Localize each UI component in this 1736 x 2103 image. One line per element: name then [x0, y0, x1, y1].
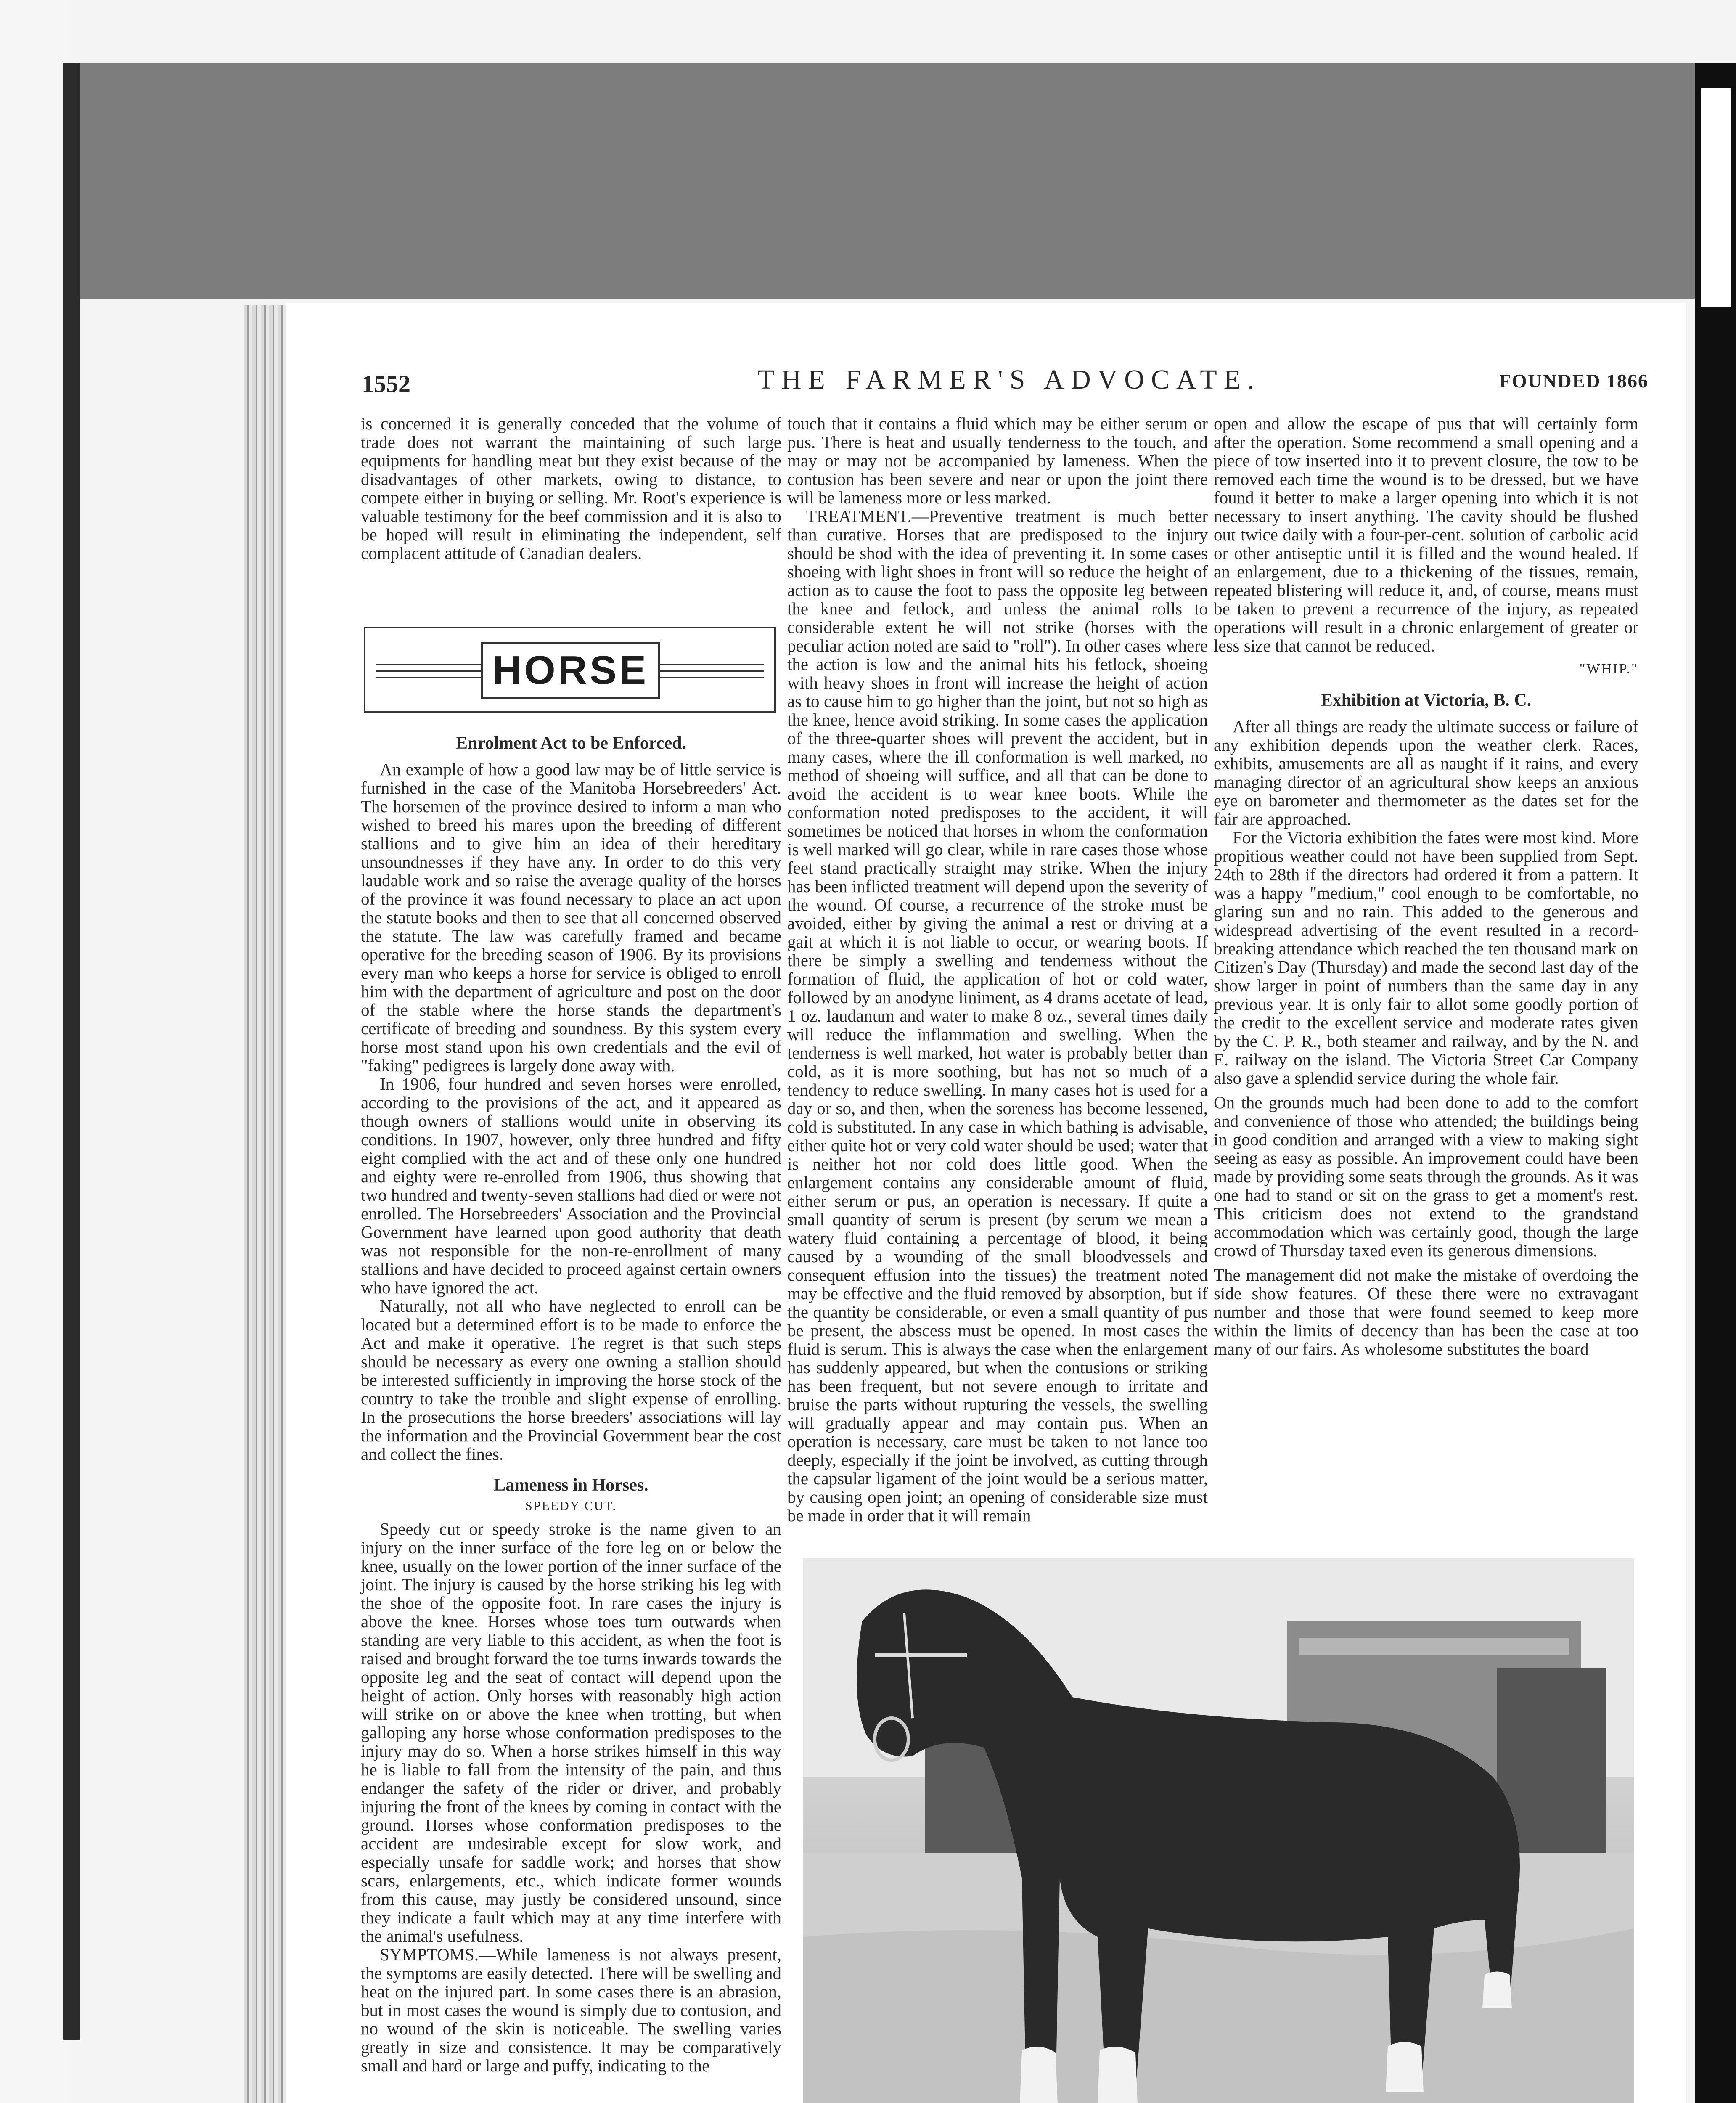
- scanner-frame-right-gap: [1701, 88, 1731, 307]
- column-2-paragraph-2: TREATMENT.—Preventive treatment is much better than curative. Horses that are predisposed to the injury should be shod with the idea of preventing it. In some cases shoeing with light shoes in front will so reduce the height of action as to cause the foot to pass the opposite leg between the knee and fetlock, and unless the animal rolls to considerable extent he will not strike (horses with the peculiar action noted are said to "roll"). In other cases where the action is low and the animal hits his fetlock, shoeing with heavy shoes in front will increase the height of action as to cause him to go higher than the joint, but not so high as the knee, hence avoid striking. In some cases the application of the three-quarter shoes will prevent the accident, but in many cases, where the ill conformation is well marked, no method of shoeing will suffice, and all that can be done to avoid the accident is to wear knee boots. While the conformation noted predisposes to the accident, it will sometimes be noticed that horses in whom the conformation is well marked will go clear, while in rare cases those whose feet stand practically straight may strike. When the injury has been inflicted treatment will depend upon the severity of the wound. Of course, a recurrence of the stroke must be avoided, either by giving the animal a rest or driving at a gait at which it is not liable to occur, or wearing boots. If there be simply a swelling and tenderness without the formation of fluid, the application of hot or cold water, followed by an anodyne liniment, as 4 drams acetate of lead, 1 oz. laudanum and water to make 8 oz., several times daily will reduce the inflammation and swelling. When the tenderness is well marked, hot water is probably better than cold, as it is more soothing, but has not so much of a tendency to reduce swelling. In many cases hot is used for a day or so, and then, when the soreness has become lessened, cold is substituted. In any case in which bathing is advisable, either quite hot or very cold water should be used; water that is neither hot nor cold does little good. When the enlargement contains any considerable amount of fluid, either serum or pus, an operation is necessary. If quite a small quantity of serum is present (by serum we mean a watery fluid containing a percentage of blood, it being caused by a wounding of the small bloodvessels and consequent effusion into the tissues) the treatment noted may be effective and the fluid removed by absorption, but if the quantity be considerable, or even a small quantity of pus be present, the abscess must be opened. In most cases the fluid is serum. This is always the case when the enlargement has suddenly appeared, but when the contusions or striking has been frequent, but not severe enough to irritate and bruise the parts without rupturing the vessels, the swelling will gradually appear and may contain pus. When an operation is necessary, care must be taken to not lance too deeply, especially if the joint be involved, as cutting through the capsular ligament of the joint would be a serious matter, by causing open joint; an opening of considerable size must be made in order that it will remain: [787, 506, 1208, 1525]
- exhibition-title: Exhibition at Victoria, B. C.: [1321, 691, 1532, 710]
- scanner-frame-left-strip: [63, 63, 80, 2040]
- exhibition-paragraph-1: After all things are ready the ultimate success or failure of any exhibition depends upon the weather clerk. Races, exhibits, amusements are all as naught if it rains, and every managing director of an agricultural show keeps an anxious eye on barometer and thermometer as the dates set for the fair are approached.: [1214, 717, 1638, 829]
- lameness-title: Lameness in Horses.: [494, 1475, 648, 1495]
- page-number: 1552: [362, 370, 410, 397]
- column-2: [787, 414, 1208, 1525]
- horse-section-banner: [364, 627, 776, 713]
- column-2-paragraph-1: touch that it contains a fluid which may be either serum or pus. There is heat and usually tenderness to the touch, and may or may not be accompanied by lameness. When the contusion has been severe and near or upon the joint there will be lameness more or less marked.: [787, 414, 1208, 507]
- enrolment-paragraph-1: An example of how a good law may be of little service is furnished in the case of the Manitoba Horsebreeders' Act. The horsemen of the province desired to inform a man who wished to breed his mares upon the breeding of different stallions and to give him an idea of their hereditary unsoundnesses if they have any. In order to do this very laudable work and so raise the average quality of the horses of the province it was found necessary to place an act upon the statute books and then to see that all concerned observed the statute. The law was carefully framed and became operative for the breeding season of 1906. By its provisions every man who keeps a horse for service is obliged to enroll him with the department of agriculture and post on the door of the stable where the horse stands the department's certificate of breeding and soundness. By this system every horse most stand upon his own credentials and the evil of "faking" pedigrees is largely done away with.: [361, 760, 781, 1075]
- enrolment-title: Enrolment Act to be Enforced.: [456, 734, 686, 753]
- exhibition-paragraph-3: On the grounds much had been done to add to the comfort and convenience of those who attended; the buildings being in good condition and arranged with a view to making sight seeing as easy as possible. An improvement could have been made by providing some seats through the grounds. As it was one had to stand or sit on the grass to get a moment's rest. This criticism does not extend to the grandstand accommodation which was certainly good, though the large crowd of Thursday taxed even its generous dimensions.: [1214, 1093, 1638, 1260]
- banner-title: HORSE: [481, 642, 660, 699]
- lameness-paragraph-1: Speedy cut or speedy stroke is the name given to an injury on the inner surface of the fore leg on or below the knee, usually on the lower portion of the inner surface of the joint. The injury is caused by the horse striking his leg with the shoe of the opposite foot. In rare cases the injury is above the knee. Horses whose toes turn outwards when standing are very liable to this accident, as when the foot is raised and brought forward the toe turns inwards towards the opposite leg and the seat of contact will depend upon the height of action. Only horses with reasonably high action will strike on or above the knee when trotting, but when galloping any horse whose conformation predisposes to the injury may do so. When a horse strikes himself in this way he is liable to fall from the intensity of the pain, and thus endanger the safety of the rider or driver, and probably injuring the front of the knees by coming in contact with the ground. Horses whose conformation predisposes to the accident are undesirable except for slow work, and especially unsafe for saddle work; and horses that show scars, enlargements, etc., which indicate former wounds from this cause, may justly be considered unsound, since they indicate a fault which may at any time interfere with the animal's usefulness.: [361, 1519, 781, 1946]
- clydesdale-photograph: [803, 1558, 1634, 2103]
- enrolment-paragraph-2: In 1906, four hundred and seven horses were enrolled, according to the provisions of the act, and it appeared as though owners of stallions would unite in observing its conditions. In 1907, however, only three hundred and fifty eight complied with the act and of these only one hundred and eighty were re-enrolled from 1906, thus showing that two hundred and twenty-seven stallions had died or were not enrolled. The Horsebreeders' Association and the Provincial Government have learned upon good authority that death was not responsible for the non-re-enrollment of many stallions and have decided to proceed against certain owners who have ignored the act.: [361, 1074, 781, 1297]
- lameness-paragraph-2: SYMPTOMS.—While lameness is not always present, the symptoms are easily detected. There will be swelling and heat on the injured part. In some cases there is an abrasion, but in most cases the wound is simply due to contusion, and no wound of the skin is noticeable. The swelling varies greatly in size and consistence. It may be comparatively small and hard or large and puffy, indicating to the: [361, 1945, 781, 2075]
- enrolment-paragraph-3: Naturally, not all who have neglected to enroll can be located but a determined effort is to be made to enforce the Act and make it operative. The regret is that such steps should be necessary as every one owning a stallion should be interested sufficiently in improving the horse stock of the country to take the trouble and slight expense of enrolling. In the prosecutions the horse breeders' associations will lay the information and the Provincial Government bear the cost and collect the fines.: [361, 1296, 781, 1464]
- scanner-frame-left: [0, 0, 71, 2103]
- column-1-articles: [361, 734, 781, 2075]
- scanner-frame-right: [1695, 63, 1736, 2103]
- horse-illustration: [803, 1558, 1634, 2103]
- intro-paragraph: is concerned it is generally conceded that the volume of trade does not warrant the maintaining of such large equipments for handling meat but they exist because of the disadvantages of other markets, owing to distance, to compete either in buying or selling. Mr. Root's experience is valuable testimony for the beef commission and it is also to be hoped will result in eliminating the independent, self complacent attitude of Canadian dealers.: [361, 414, 781, 563]
- page-header: [362, 364, 1649, 410]
- scanner-frame-top: [63, 63, 1716, 299]
- founded-note: FOUNDED 1866: [1499, 370, 1649, 392]
- column-1-intro: [361, 414, 781, 562]
- column-3: [1214, 414, 1638, 1358]
- exhibition-paragraph-2: For the Victoria exhibition the fates were most kind. More propitious weather could not have been supplied from Sept. 24th to 28th if the directors had ordered it from a pattern. It was a happy "medium," cool enough to be comfortable, no glaring sun and no rain. This added to the generous and widespread advertising of the event resulted in a record-breaking attendance which reached the ten thousand mark on Citizen's Day (Thursday) and made the second last day of the show larger in point of numbers than the same day in any previous year. It is only fair to allot some goodly portion of the credit to the excellent service and moderate rates given by the C. P. R., both steamer and railway, and by the N. and E. railway on the island. The Victoria Street Car Company also gave a splendid service during the whole fair.: [1214, 828, 1638, 1088]
- column-3-paragraph-1: open and allow the escape of pus that will certainly form after the operation. Some recommend a small opening and a piece of tow inserted into it to prevent closure, the tow to be removed each time the wound is to be dressed, but we have found it better to make a larger opening into which it is not necessary to insert anything. The cavity should be flushed out twice daily with a four-per-cent. solution of carbolic acid or other antiseptic until it is filled and the wound healed. If an enlargement, due to a thickening of the tissues, remain, repeated blistering will reduce it, and, of course, means must be taken to prevent a recurrence of the injury, as repeated operations will result in a chronic enlargement of greater or less size that cannot be reduced.: [1214, 414, 1638, 655]
- exhibition-paragraph-4: The management did not make the mistake of overdoing the side show features. Of these there were no extravagant number and those that were found seemed to keep more within the limits of decency than has been the case at too many of our fairs. As wholesome substitutes the board: [1214, 1265, 1638, 1359]
- masthead: THE FARMER'S ADVOCATE.: [757, 364, 1261, 395]
- book-spine: [244, 305, 286, 2103]
- author-signature: "WHIP.": [1579, 661, 1638, 677]
- lameness-subtitle: SPEEDY CUT.: [525, 1499, 617, 1513]
